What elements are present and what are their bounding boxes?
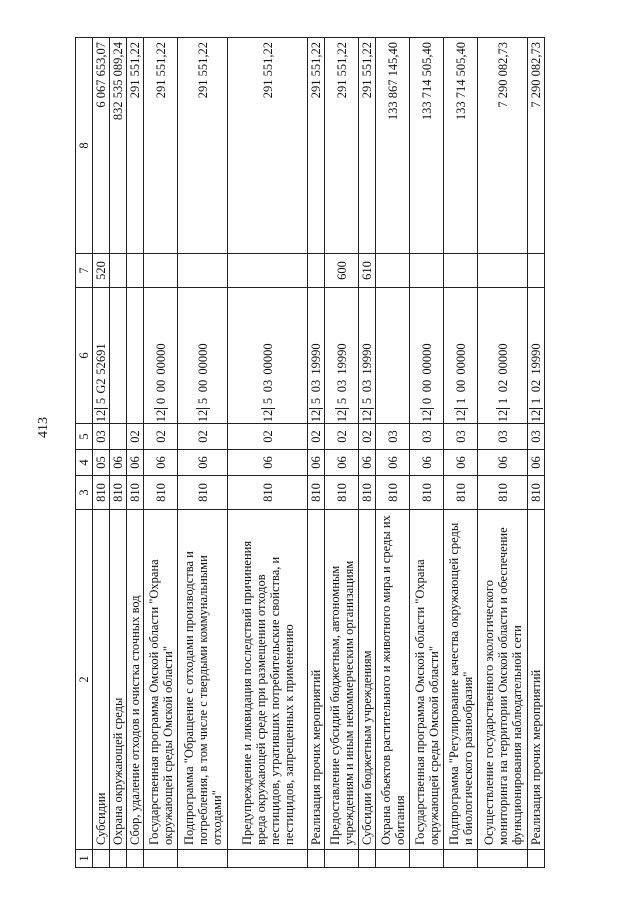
header-col-6: 6 [76,288,93,424]
table-row [127,38,144,868]
table-row [410,38,444,868]
row-number-cell [127,850,144,868]
activity-code: 00 [153,379,168,393]
row-number-cell [308,850,325,868]
target-article-code [127,288,144,424]
activity-code: 00 [453,379,468,393]
expense-type-code [376,254,410,288]
amount-cell: 291 551,22 [325,38,359,254]
target-article-code [444,288,478,424]
row-description: Субсидии [93,510,110,850]
expense-type-code [478,254,528,288]
activity-code: 03 [260,379,275,393]
amount-cell: 291 551,22 [359,38,376,254]
target-article-code [528,288,545,424]
row-description: Сбор, удаление отходов и очистка сточных вод [127,510,144,850]
activity-code: 03 [334,379,349,393]
table-row [178,38,228,868]
expense-direction-code: 00000 [153,343,168,375]
subsection-code: 02 [144,424,178,450]
section-code: 06 [308,450,325,476]
section-code: 06 [178,450,228,476]
row-number-cell [93,850,110,868]
row-number-cell [478,850,528,868]
program-code: 12 [453,409,468,423]
ministry-code: 810 [144,476,178,510]
ministry-code: 810 [376,476,410,510]
ministry-code: 810 [478,476,528,510]
table-row [93,38,110,868]
subsection-code: 03 [93,424,110,450]
expense-type-code [444,254,478,288]
row-description: Государственная программа Омской области "Охрана окружающей среды Омской области" [410,510,444,850]
header-col-7: 7 [76,254,93,288]
ministry-code: 810 [110,476,127,510]
table-row [359,38,376,868]
subprogram-code: 0 [153,397,168,405]
subsection-code: 03 [528,424,545,450]
row-number-cell [410,850,444,868]
subsection-code: 02 [228,424,308,450]
program-code: 12 [195,409,210,423]
table-row [308,38,325,868]
row-description: Охрана окружающей среды [110,510,127,850]
expense-direction-code: 52691 [94,343,108,375]
section-code: 06 [444,450,478,476]
row-number-cell [325,850,359,868]
expense-type-code [228,254,308,288]
program-code: 12 [529,409,543,423]
page-number: 413 [36,417,51,438]
subsection-code: 02 [325,424,359,450]
expense-type-code [410,254,444,288]
ministry-code: 810 [444,476,478,510]
amount-cell: 7 290 082,73 [528,38,545,254]
amount-cell: 291 551,22 [127,38,144,254]
row-description: Подпрограмма "Обращение с отходами производства и потребления, в том числе с твердыми коммунальными отходами" [178,510,228,850]
target-article-code [93,288,110,424]
program-code: 12 [309,409,323,423]
row-description: Предупреждение и ликвидация последствий причинения вреда окружающей среде при размещении отходов пестицидов, утративших потребительские свойства, и пестицидов, запрещенных к применению [228,510,308,850]
ministry-code: 810 [93,476,110,510]
row-number-cell [359,850,376,868]
amount-cell: 832 535 089,24 [110,38,127,254]
subsection-code: 03 [478,424,528,450]
expense-type-code [528,254,545,288]
activity-code: 03 [360,379,374,393]
table-row [228,38,308,868]
target-article-code [478,288,528,424]
table-row [110,38,127,868]
ministry-code: 810 [410,476,444,510]
ministry-code: 810 [178,476,228,510]
section-code: 06 [410,450,444,476]
section-code: 06 [359,450,376,476]
amount-cell: 6 067 653,07 [93,38,110,254]
header-col-5: 5 [76,424,93,450]
row-description: Государственная программа Омской области "Охрана окружающей среды Омской области" [144,510,178,850]
subsection-code: 02 [127,424,144,450]
row-description: Реализация прочих мероприятий [528,510,545,850]
section-code: 06 [376,450,410,476]
subsection-code: 02 [359,424,376,450]
activity-code: 00 [195,379,210,393]
section-code: 06 [144,450,178,476]
target-article-code [308,288,325,424]
expense-direction-code: 19990 [360,343,374,375]
header-col-3: 3 [76,476,93,510]
subprogram-code: 1 [495,397,510,405]
section-code: 06 [110,450,127,476]
program-code: 12 [419,409,434,423]
budget-table [75,37,545,868]
subsection-code: 02 [308,424,325,450]
subsection-code: 03 [376,424,410,450]
row-number-cell [110,850,127,868]
expense-type-code: 600 [325,254,359,288]
target-article-code [178,288,228,424]
activity-code: 02 [529,379,543,393]
subprogram-code: 1 [453,397,468,405]
program-code: 12 [334,409,349,423]
row-description: Подпрограмма "Регулирование качества окружающей среды и биологического разнообразия" [444,510,478,850]
amount-cell: 133 867 145,40 [376,38,410,254]
row-number-cell [376,850,410,868]
table-body [93,38,545,868]
section-code: 06 [228,450,308,476]
activity-code: 03 [309,379,323,393]
ministry-code: 810 [228,476,308,510]
budget-table-container [75,38,597,868]
amount-cell: 291 551,22 [144,38,178,254]
row-number-cell [178,850,228,868]
ministry-code: 810 [325,476,359,510]
expense-direction-code: 00000 [419,343,434,375]
target-article-code [228,288,308,424]
target-article-code [325,288,359,424]
expense-direction-code: 19990 [309,343,323,375]
section-code: 06 [478,450,528,476]
section-code: 06 [528,450,545,476]
target-article-code [110,288,127,424]
target-article-code [359,288,376,424]
expense-type-code [110,254,127,288]
activity-code: 02 [495,379,510,393]
row-number-cell [528,850,545,868]
table-row [325,38,359,868]
table-row [376,38,410,868]
subprogram-code: 5 [260,397,275,405]
subprogram-code: 5 [195,397,210,405]
amount-cell: 7 290 082,73 [478,38,528,254]
row-description: Охрана объектов растительного и животного мира и среды их обитания [376,510,410,850]
target-article-code [376,288,410,424]
target-article-code [144,288,178,424]
row-description: Предоставление субсидий бюджетным, автономным учреждениям и иным некоммерческим организациям [325,510,359,850]
expense-type-code [127,254,144,288]
row-number-cell [228,850,308,868]
expense-direction-code: 00000 [260,343,275,375]
row-number-cell [144,850,178,868]
subsection-code: 03 [410,424,444,450]
subprogram-code: 0 [419,397,434,405]
program-code: 12 [94,409,108,423]
ministry-code: 810 [359,476,376,510]
subsection-code [110,424,127,450]
expense-type-code [144,254,178,288]
amount-cell: 291 551,22 [178,38,228,254]
row-number-cell [444,850,478,868]
ministry-code: 810 [308,476,325,510]
target-article-code [410,288,444,424]
expense-direction-code: 00000 [195,343,210,375]
program-code: 12 [153,409,168,423]
row-description: Реализация прочих мероприятий [308,510,325,850]
header-row [76,38,93,868]
expense-type-code [308,254,325,288]
header-col-8: 8 [76,38,93,254]
ministry-code: 810 [528,476,545,510]
section-code: 06 [325,450,359,476]
expense-type-code [178,254,228,288]
header-col-2: 2 [76,510,93,850]
table-row [478,38,528,868]
row-description: Субсидии бюджетным учреждениям [359,510,376,850]
expense-direction-code: 19990 [334,343,349,375]
ministry-code: 810 [127,476,144,510]
subsection-code: 03 [444,424,478,450]
program-code: 12 [495,409,510,423]
row-description: Осуществление государственного экологического мониторинга на территории Омской области и обеспечение функционирования наблюдательной сети [478,510,528,850]
table-row [444,38,478,868]
amount-cell: 133 714 505,40 [444,38,478,254]
expense-direction-code: 00000 [495,343,510,375]
subprogram-code: 5 [94,397,108,405]
subprogram-code: 5 [360,397,374,405]
amount-cell: 291 551,22 [228,38,308,254]
section-code: 05 [93,450,110,476]
table-row [528,38,545,868]
subprogram-code: 5 [334,397,349,405]
amount-cell: 133 714 505,40 [410,38,444,254]
section-code: 06 [127,450,144,476]
program-code: 12 [260,409,275,423]
expense-direction-code: 19990 [529,343,543,375]
subsection-code: 02 [178,424,228,450]
subprogram-code: 5 [309,397,323,405]
subprogram-code: 1 [529,397,543,405]
expense-direction-code: 00000 [453,343,468,375]
activity-code: 00 [419,379,434,393]
expense-type-code: 610 [359,254,376,288]
activity-code: G2 [94,378,108,394]
header-col-4: 4 [76,450,93,476]
expense-type-code: 520 [93,254,110,288]
header-col-1: 1 [76,850,93,868]
amount-cell: 291 551,22 [308,38,325,254]
table-row [144,38,178,868]
program-code: 12 [360,409,374,423]
